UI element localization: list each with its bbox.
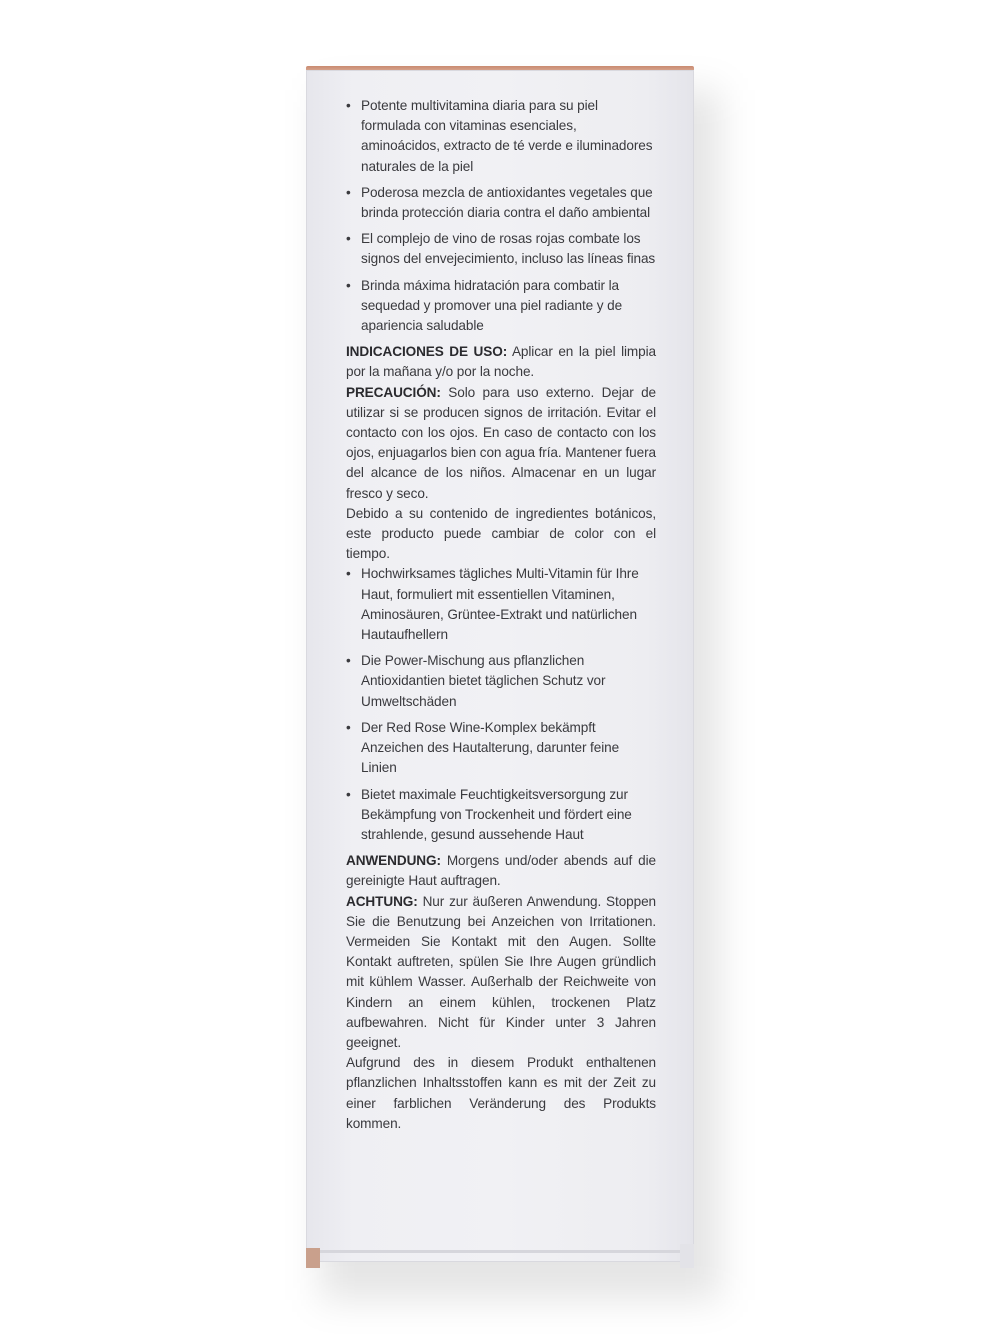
german-usage-text: Morgens und/oder abends auf die gereinigte Haut auftragen. <box>346 853 656 889</box>
list-item: • Die Power-Mischung aus pflanzlichen Antioxidantien bietet täglichen Schutz vor Umweltschäden <box>346 653 606 709</box>
list-item: • Der Red Rose Wine-Komplex bekämpft Anzeichen des Hautalterung, darunter feine Linien <box>346 719 620 776</box>
bullet-dot-icon: • <box>346 231 351 247</box>
box-bottom-flap-right <box>680 1244 694 1268</box>
list-item: • El complejo de vino de rosas rojas combate los signos del envejecimiento, incluso las líneas finas <box>346 231 656 267</box>
spanish-usage-label: INDICACIONES DE USO: <box>346 344 508 360</box>
bullet-dot-icon: • <box>346 277 351 293</box>
list-item: • Brinda máxima hidratación para combatir la sequedad y promover una piel radiante y de apariencia saludable <box>346 277 623 334</box>
bullet-dot-icon: • <box>346 566 351 582</box>
label-text-block <box>346 96 656 1134</box>
german-benefit-list <box>346 564 656 845</box>
spanish-caution-paragraph <box>346 383 656 504</box>
spanish-usage-paragraph <box>346 342 656 382</box>
list-item: • Potente multivitamina diaria para su piel formulada con vitaminas esenciales, aminoácidos, extracto de té verde e iluminadores naturales de la piel <box>346 98 653 174</box>
bullet-dot-icon: • <box>346 98 351 113</box>
spanish-benefit-list <box>346 96 656 336</box>
bullet-dot-icon: • <box>346 653 351 669</box>
german-usage-paragraph <box>346 851 656 891</box>
list-item: • Hochwirksames tägliches Multi-Vitamin für Ihre Haut, formuliert mit essentiellen Vitaminen, Aminosäuren, Grüntee-Extrakt und natürlichen Hautaufhellern <box>346 566 639 643</box>
list-item: • Poderosa mezcla de antioxidantes vegetales que brinda protección diaria contra el daño ambiental <box>346 184 653 221</box>
german-botanical-note: Aufgrund des in diesem Produkt enthaltenen pflanzlichen Inhaltsstoffen kann es mit der Zeit zu einer farblichen Veränderung des Produkts kommen. <box>346 1055 656 1131</box>
spanish-caution-text: Solo para uso externo. Dejar de utilizar si se producen signos de irritación. Evitar el contacto con los ojos. En caso de contacto con los ojos, enjuagarlos bien con agua fría. Mantener fuera del alcance de los niños. Almacenar en un lugar fresco y seco. <box>346 384 656 501</box>
box-bottom-fold <box>318 1250 680 1253</box>
bullet-dot-icon: • <box>346 184 351 200</box>
bullet-dot-icon: • <box>346 786 351 802</box>
list-item: • Bietet maximale Feuchtigkeitsversorgung zur Bekämpfung von Trockenheit und fördert eine strahlende, gesund aussehende Haut <box>346 786 632 842</box>
spanish-usage-text: Aplicar en la piel limpia por la mañana y/o por la noche. <box>346 344 656 380</box>
spanish-botanical-note: Debido a su contenido de ingredientes botánicos, este producto puede cambiar de color con el tiempo. <box>346 505 656 562</box>
box-bottom-flap-left <box>306 1248 320 1268</box>
spanish-caution-label: PRECAUCIÓN: <box>346 384 441 400</box>
german-caution-paragraph <box>346 892 656 1054</box>
german-usage-label: ANWENDUNG: <box>346 853 441 869</box>
german-caution-text: Nur zur äußeren Anwendung. Stoppen Sie die Benutzung bei Anzeichen von Irritationen. Vermeiden Sie Kontakt mit den Augen. Sollte Kontakt auftreten, spülen Sie Ihre Augen gründlich mit kühlem Wasser. Außerhalb der Reichweite von Kindern an einem kühlen, trockenen Platz aufbewahren. Nicht für Kinder unter 3 Jahren geeignet. <box>346 893 656 1050</box>
german-caution-label: ACHTUNG: <box>346 893 418 909</box>
bullet-dot-icon: • <box>346 719 351 735</box>
